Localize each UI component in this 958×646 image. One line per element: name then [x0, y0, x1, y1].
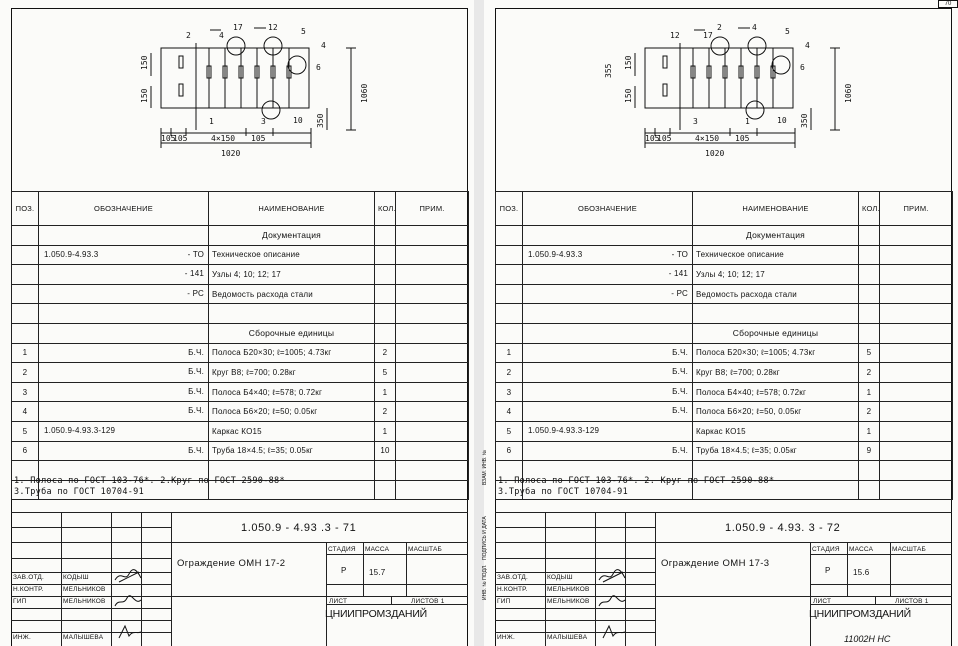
callout-1: 4 — [219, 31, 224, 40]
dim-105a: 105 — [645, 134, 660, 143]
spec-designation — [39, 382, 209, 402]
spec-note — [880, 382, 953, 402]
spec-pos — [12, 265, 39, 285]
spec-name: Сборочные единицы — [693, 323, 859, 343]
dim-355: 355 — [604, 63, 613, 78]
spec-designation — [523, 304, 693, 324]
document-code: 1.050.9 - 4.93 .3 - 71 — [241, 522, 357, 534]
spec-note — [396, 245, 469, 265]
spec-qty — [859, 461, 880, 481]
spec-name: Узлы 4; 10; 12; 17 — [209, 265, 375, 285]
spec-qty — [375, 323, 396, 343]
spec-row — [496, 363, 953, 383]
spec-designation — [39, 421, 209, 441]
spec-row — [12, 441, 469, 461]
callout-0: 2 — [186, 31, 191, 40]
specification-table — [495, 191, 953, 500]
sheet-label: ЛИСТ — [329, 598, 348, 605]
spec-note — [396, 304, 469, 324]
spec-designation — [523, 245, 693, 265]
name-2: МЕЛЬНИКОВ — [547, 598, 590, 605]
side-stamp-label: ПОДПИСЬ И ДАТА — [482, 516, 488, 560]
header-designation: ОБОЗНАЧЕНИЕ — [39, 192, 209, 226]
designation-suffix: - 141 — [184, 269, 204, 279]
spec-row — [12, 382, 469, 402]
note-line: 1. Полоса по ГОСТ 103-76*. 2. Круг по ГОСТ 2590-88* — [498, 476, 775, 486]
callout-5: 4 — [321, 41, 326, 50]
header-name: НАИМЕНОВАНИЕ — [209, 192, 375, 226]
spec-qty — [859, 245, 880, 265]
callout-8: 1 — [745, 117, 750, 126]
spec-note — [396, 343, 469, 363]
spec-designation — [39, 441, 209, 461]
spec-designation — [523, 343, 693, 363]
header-pos: ПОЗ. — [12, 192, 39, 226]
spec-pos — [496, 323, 523, 343]
spec-qty — [859, 226, 880, 246]
dim-105c: 105 — [735, 134, 750, 143]
signature-graphic — [115, 624, 145, 640]
stage-value: Р — [341, 566, 347, 575]
side-stamp-label: ВЗАМ. ИНВ. № — [482, 449, 488, 485]
spec-pos: 4 — [496, 402, 523, 422]
spec-designation — [523, 441, 693, 461]
spec-qty: 9 — [859, 441, 880, 461]
spec-row — [12, 323, 469, 343]
spec-designation — [523, 323, 693, 343]
assembly-drawing — [495, 8, 952, 191]
sheet-label: ЛИСТ — [813, 598, 832, 605]
spec-qty — [859, 323, 880, 343]
assembly-drawing-svg — [11, 8, 468, 191]
designation-code: 1.050.9-4.93.3-129 — [528, 425, 600, 435]
spec-pos — [12, 226, 39, 246]
organization-name: ЦНИИПРОМЗДАНИЙ — [325, 608, 428, 620]
spec-name: Полоса Б20×30; ℓ=1005; 4.73кг — [209, 343, 375, 363]
role-4: ИНЖ. — [13, 634, 31, 641]
spec-note — [880, 226, 953, 246]
callout-8: 3 — [261, 117, 266, 126]
spec-qty — [375, 284, 396, 304]
role-0: ЗАВ.ОТД. — [13, 574, 45, 581]
organization-name: ЦНИИПРОМЗДАНИЙ — [809, 608, 912, 620]
signature-graphic — [113, 594, 143, 610]
dim-150a: 150 — [624, 55, 633, 70]
header-note: ПРИМ. — [880, 192, 953, 226]
title-block — [495, 512, 952, 646]
callout-7: 3 — [693, 117, 698, 126]
sheets-label: ЛИСТОВ 1 — [411, 598, 445, 605]
spec-name: Ведомость расхода стали — [693, 284, 859, 304]
spec-row — [496, 441, 953, 461]
spec-note — [880, 461, 953, 481]
spec-note — [396, 226, 469, 246]
spec-designation — [523, 382, 693, 402]
spec-designation — [39, 363, 209, 383]
spec-pos: 1 — [496, 343, 523, 363]
header-qty: КОЛ. — [375, 192, 396, 226]
spec-note — [396, 363, 469, 383]
spec-qty: 1 — [375, 421, 396, 441]
designation-suffix: Б.Ч. — [672, 445, 688, 455]
spec-qty — [859, 480, 880, 500]
dim-4x150: 4×150 — [211, 134, 236, 143]
spec-note — [396, 480, 469, 500]
spec-note — [880, 402, 953, 422]
designation-code: 1.050.9-4.93.3-129 — [44, 425, 116, 435]
spec-designation — [523, 265, 693, 285]
spec-pos — [12, 245, 39, 265]
designation-suffix: - ТО — [187, 249, 204, 259]
dim-1020: 1020 — [705, 149, 725, 158]
dim-150b: 150 — [624, 88, 633, 103]
spec-row — [496, 382, 953, 402]
spec-note — [880, 441, 953, 461]
spec-name: Труба 18×4.5; ℓ=35; 0.05кг — [693, 441, 859, 461]
spec-name: Документация — [693, 226, 859, 246]
designation-code: 1.050.9-4.93.3 — [44, 249, 99, 259]
note-line: 3.Труба по ГОСТ 10704-91 — [14, 487, 145, 497]
side-stamp-label: ИНВ. № ПОДЛ. — [482, 564, 488, 600]
callout-2: 17 — [233, 23, 243, 32]
spec-row — [12, 363, 469, 383]
spec-qty: 2 — [859, 363, 880, 383]
spec-note — [396, 441, 469, 461]
spec-qty: 5 — [859, 343, 880, 363]
spec-designation — [523, 226, 693, 246]
drawing-title: Ограждение ОМН 17-2 — [177, 558, 286, 569]
specification-table — [11, 191, 469, 500]
spec-name: Полоса Б20×30; ℓ=1005; 4.73кг — [693, 343, 859, 363]
dim-4x150: 4×150 — [695, 134, 720, 143]
scale-label: МАСШТАБ — [408, 546, 443, 553]
spec-note — [880, 304, 953, 324]
role-4: ИНЖ. — [497, 634, 515, 641]
spec-pos: 3 — [496, 382, 523, 402]
spec-pos — [12, 284, 39, 304]
spec-name: Полоса Б6×20; ℓ=50, 0.05кг — [693, 402, 859, 422]
designation-suffix: Б.Ч. — [188, 367, 204, 377]
spec-qty: 1 — [859, 382, 880, 402]
designation-suffix: - РС — [671, 288, 688, 298]
dim-105a: 105 — [161, 134, 176, 143]
spec-row — [12, 245, 469, 265]
spec-pos: 6 — [496, 441, 523, 461]
spec-qty: 2 — [375, 343, 396, 363]
document-code: 1.050.9 - 4.93. 3 - 72 — [725, 522, 841, 534]
designation-code: 1.050.9-4.93.3 — [528, 249, 583, 259]
mass-value: 15.6 — [853, 568, 870, 577]
spec-row — [496, 402, 953, 422]
dim-1060: 1060 — [360, 83, 369, 103]
spec-note — [396, 421, 469, 441]
dim-150b: 150 — [140, 88, 149, 103]
callout-9: 10 — [777, 116, 787, 125]
name-0: КОДЫШ — [63, 574, 89, 581]
spec-qty: 5 — [375, 363, 396, 383]
mass-label: МАССА — [849, 546, 874, 553]
designation-suffix: - РС — [187, 288, 204, 298]
spec-qty: 10 — [375, 441, 396, 461]
callout-1: 17 — [703, 31, 713, 40]
spec-designation — [39, 343, 209, 363]
spec-designation — [523, 284, 693, 304]
spec-name: Полоса Б4×40; ℓ=578; 0.72кг — [693, 382, 859, 402]
spec-pos — [496, 284, 523, 304]
spec-name: Каркас КО15 — [209, 421, 375, 441]
spec-qty — [375, 304, 396, 324]
spec-designation — [39, 245, 209, 265]
spec-pos — [496, 304, 523, 324]
dim-1020: 1020 — [221, 149, 241, 158]
spec-name: Полоса Б4×40; ℓ=578; 0.72кг — [209, 382, 375, 402]
drawing-sheet — [0, 0, 474, 646]
page-number: 70 — [938, 0, 958, 8]
spec-pos: 2 — [496, 363, 523, 383]
name-1: МЕЛЬНИКОВ — [547, 586, 590, 593]
callout-3: 4 — [752, 23, 757, 32]
spec-pos: 1 — [12, 343, 39, 363]
dim-105b: 105 — [657, 134, 672, 143]
spec-designation — [39, 265, 209, 285]
designation-suffix: Б.Ч. — [672, 406, 688, 416]
spec-name — [209, 304, 375, 324]
spec-note — [880, 265, 953, 285]
spec-row — [12, 402, 469, 422]
spec-designation — [39, 284, 209, 304]
name-2: МЕЛЬНИКОВ — [63, 598, 106, 605]
spec-qty — [375, 461, 396, 481]
spec-row — [496, 226, 953, 246]
callout-4: 5 — [301, 27, 306, 36]
header-note: ПРИМ. — [396, 192, 469, 226]
assembly-drawing — [11, 8, 468, 191]
designation-suffix: - ТО — [671, 249, 688, 259]
name-4: МАЛЫШЕВА — [63, 634, 104, 641]
spec-qty: 2 — [375, 402, 396, 422]
spec-note — [396, 284, 469, 304]
spec-row — [12, 226, 469, 246]
spec-name: Труба 18×4.5; ℓ=35; 0.05кг — [209, 441, 375, 461]
spec-row — [496, 245, 953, 265]
dim-350: 350 — [316, 113, 325, 128]
title-block — [11, 512, 468, 646]
spec-pos — [12, 304, 39, 324]
spec-designation — [39, 323, 209, 343]
designation-suffix: Б.Ч. — [188, 386, 204, 396]
spec-pos: 4 — [12, 402, 39, 422]
role-0: ЗАВ.ОТД. — [497, 574, 529, 581]
spec-row — [496, 421, 953, 441]
spec-qty — [859, 304, 880, 324]
drawing-title: Ограждение ОМН 17-3 — [661, 558, 770, 569]
dim-1060: 1060 — [844, 83, 853, 103]
spec-qty: 2 — [859, 402, 880, 422]
spec-row — [496, 323, 953, 343]
callout-7: 1 — [209, 117, 214, 126]
scale-label: МАСШТАБ — [892, 546, 927, 553]
spec-note — [396, 265, 469, 285]
spec-name: Техническое описание — [209, 245, 375, 265]
spec-pos — [496, 245, 523, 265]
spec-pos: 6 — [12, 441, 39, 461]
role-1: Н.КОНТР. — [13, 586, 44, 593]
spec-pos — [496, 265, 523, 285]
spec-qty — [375, 245, 396, 265]
spec-note — [880, 245, 953, 265]
spec-note — [880, 323, 953, 343]
stage-label: СТАДИЯ — [328, 546, 356, 553]
spec-designation — [39, 304, 209, 324]
role-1: Н.КОНТР. — [497, 586, 528, 593]
spec-row — [12, 343, 469, 363]
spec-designation — [39, 226, 209, 246]
callout-3: 12 — [268, 23, 278, 32]
callout-5: 4 — [805, 41, 810, 50]
spec-row — [12, 421, 469, 441]
spec-qty — [375, 480, 396, 500]
name-1: МЕЛЬНИКОВ — [63, 586, 106, 593]
spec-name: Круг В8; ℓ=700; 0.28кг — [209, 363, 375, 383]
spec-designation — [523, 402, 693, 422]
name-4: МАЛЫШЕВА — [547, 634, 588, 641]
spec-row — [496, 304, 953, 324]
spec-name: Узлы 4; 10; 12; 17 — [693, 265, 859, 285]
spec-qty — [859, 265, 880, 285]
stage-label: СТАДИЯ — [812, 546, 840, 553]
spec-pos — [12, 323, 39, 343]
spec-qty — [375, 265, 396, 285]
spec-name: Ведомость расхода стали — [209, 284, 375, 304]
archive-stamp: 11002Н НС — [844, 634, 891, 644]
spec-row — [496, 284, 953, 304]
spec-note — [396, 402, 469, 422]
spec-qty: 1 — [859, 421, 880, 441]
spec-row — [496, 265, 953, 285]
spec-qty — [375, 226, 396, 246]
spec-note — [396, 461, 469, 481]
spec-qty: 1 — [375, 382, 396, 402]
signature-graphic — [599, 624, 629, 640]
mass-label: МАССА — [365, 546, 390, 553]
spec-name: Полоса Б6×20; ℓ=50; 0.05кг — [209, 402, 375, 422]
spec-qty — [859, 284, 880, 304]
spec-row — [496, 343, 953, 363]
mass-value: 15.7 — [369, 568, 386, 577]
steel-notes — [14, 476, 285, 498]
callout-6: 6 — [316, 63, 321, 72]
callout-0: 12 — [670, 31, 680, 40]
spec-pos: 3 — [12, 382, 39, 402]
dim-150a: 150 — [140, 55, 149, 70]
role-2: ГИП — [497, 598, 511, 605]
spec-pos: 5 — [12, 421, 39, 441]
spec-note — [880, 363, 953, 383]
assembly-drawing-svg — [495, 8, 952, 191]
callout-4: 5 — [785, 27, 790, 36]
spec-name: Каркас КО15 — [693, 421, 859, 441]
spec-note — [396, 323, 469, 343]
spec-name — [693, 304, 859, 324]
spec-row — [12, 284, 469, 304]
spec-header-row — [496, 192, 953, 226]
header-name: НАИМЕНОВАНИЕ — [693, 192, 859, 226]
designation-suffix: Б.Ч. — [188, 406, 204, 416]
stage-value: Р — [825, 566, 831, 575]
spec-note — [880, 284, 953, 304]
spec-name: Техническое описание — [693, 245, 859, 265]
spec-note — [880, 421, 953, 441]
spec-name: Документация — [209, 226, 375, 246]
callout-6: 6 — [800, 63, 805, 72]
note-line: 3.Труба по ГОСТ 10704-91 — [498, 487, 629, 497]
signature-graphic — [597, 568, 627, 584]
designation-suffix: Б.Ч. — [672, 386, 688, 396]
dim-350: 350 — [800, 113, 809, 128]
spec-pos: 5 — [496, 421, 523, 441]
spec-designation — [523, 421, 693, 441]
header-qty: КОЛ. — [859, 192, 880, 226]
spec-name: Круг В8; ℓ=700; 0.28кг — [693, 363, 859, 383]
name-0: КОДЫШ — [547, 574, 573, 581]
spec-pos: 2 — [12, 363, 39, 383]
spec-note — [880, 343, 953, 363]
spec-header-row — [12, 192, 469, 226]
dim-105b: 105 — [173, 134, 188, 143]
spec-note — [880, 480, 953, 500]
spec-designation — [39, 402, 209, 422]
signature-graphic — [113, 568, 143, 584]
spec-name: Сборочные единицы — [209, 323, 375, 343]
designation-suffix: Б.Ч. — [188, 347, 204, 357]
dim-105c: 105 — [251, 134, 266, 143]
designation-suffix: - 141 — [668, 269, 688, 279]
callout-2: 2 — [717, 23, 722, 32]
spec-designation — [523, 363, 693, 383]
designation-suffix: Б.Ч. — [672, 367, 688, 377]
spec-row — [12, 265, 469, 285]
drawing-sheet — [484, 0, 958, 646]
spec-pos — [496, 226, 523, 246]
note-line: 1. Полоса по ГОСТ 103-76*. 2.Круг по ГОСТ 2590-88* — [14, 476, 285, 486]
spec-note — [396, 382, 469, 402]
steel-notes — [498, 476, 774, 498]
header-pos: ПОЗ. — [496, 192, 523, 226]
callout-9: 10 — [293, 116, 303, 125]
role-2: ГИП — [13, 598, 27, 605]
spec-row — [12, 304, 469, 324]
sheets-label: ЛИСТОВ 1 — [895, 598, 929, 605]
designation-suffix: Б.Ч. — [188, 445, 204, 455]
signature-graphic — [597, 594, 627, 610]
designation-suffix: Б.Ч. — [672, 347, 688, 357]
header-designation: ОБОЗНАЧЕНИЕ — [523, 192, 693, 226]
